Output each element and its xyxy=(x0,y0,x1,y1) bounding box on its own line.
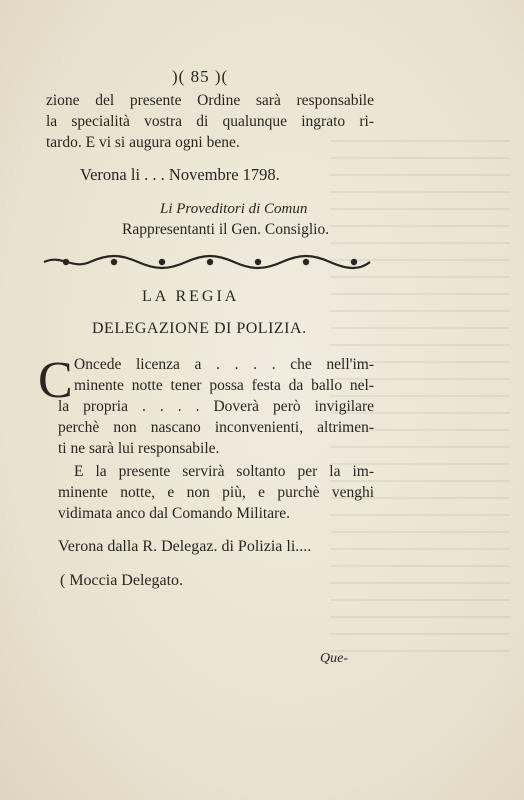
second-paragraph-line-3: vidimata anco dal Comando Militare. xyxy=(58,505,291,522)
body-line-3: la propria . . . . Doverà però invigilare xyxy=(58,398,374,415)
body-line-4: perchè non nascano inconvenienti, altrimen- xyxy=(58,419,374,436)
catchword: Que- xyxy=(320,651,348,666)
second-paragraph-line-2: minente notte, e non più, e purchè venghi xyxy=(58,484,374,501)
signatories-line-1: Li Proveditori di Comun xyxy=(160,201,308,217)
second-paragraph-line-1: E la presente servirà soltanto per la im- xyxy=(74,463,374,480)
closing-line: Verona dalla R. Delegaz. di Polizia li.... xyxy=(58,538,312,555)
top-paragraph-line-2: la specialità vostra di qualunque ingrato ri- xyxy=(46,113,374,130)
body-line-5: ti ne sarà lui responsabile. xyxy=(58,440,220,457)
date-line: Verona li . . . Novembre 1798. xyxy=(80,165,280,184)
drop-cap: C xyxy=(38,352,73,409)
top-paragraph-line-3: tardo. E vi si augura ogni bene. xyxy=(46,134,240,151)
signatories-line-2: Rappresentanti il Gen. Consiglio. xyxy=(122,221,330,238)
top-paragraph-line-1: zione del presente Ordine sarà responsabile xyxy=(46,92,374,109)
heading-delegazione: DELEGAZIONE DI POLIZIA. xyxy=(92,320,307,337)
page-number: )( 85 )( xyxy=(172,67,229,86)
ornamental-divider xyxy=(42,252,372,272)
heading-la-regia: LA REGIA xyxy=(142,288,240,305)
signature-line: ( Moccia Delegato. xyxy=(60,572,184,589)
body-line-2: minente notte tener possa festa da ballo nel- xyxy=(74,377,374,394)
body-line-1: Oncede licenza a . . . . che nell'im- xyxy=(74,356,374,373)
